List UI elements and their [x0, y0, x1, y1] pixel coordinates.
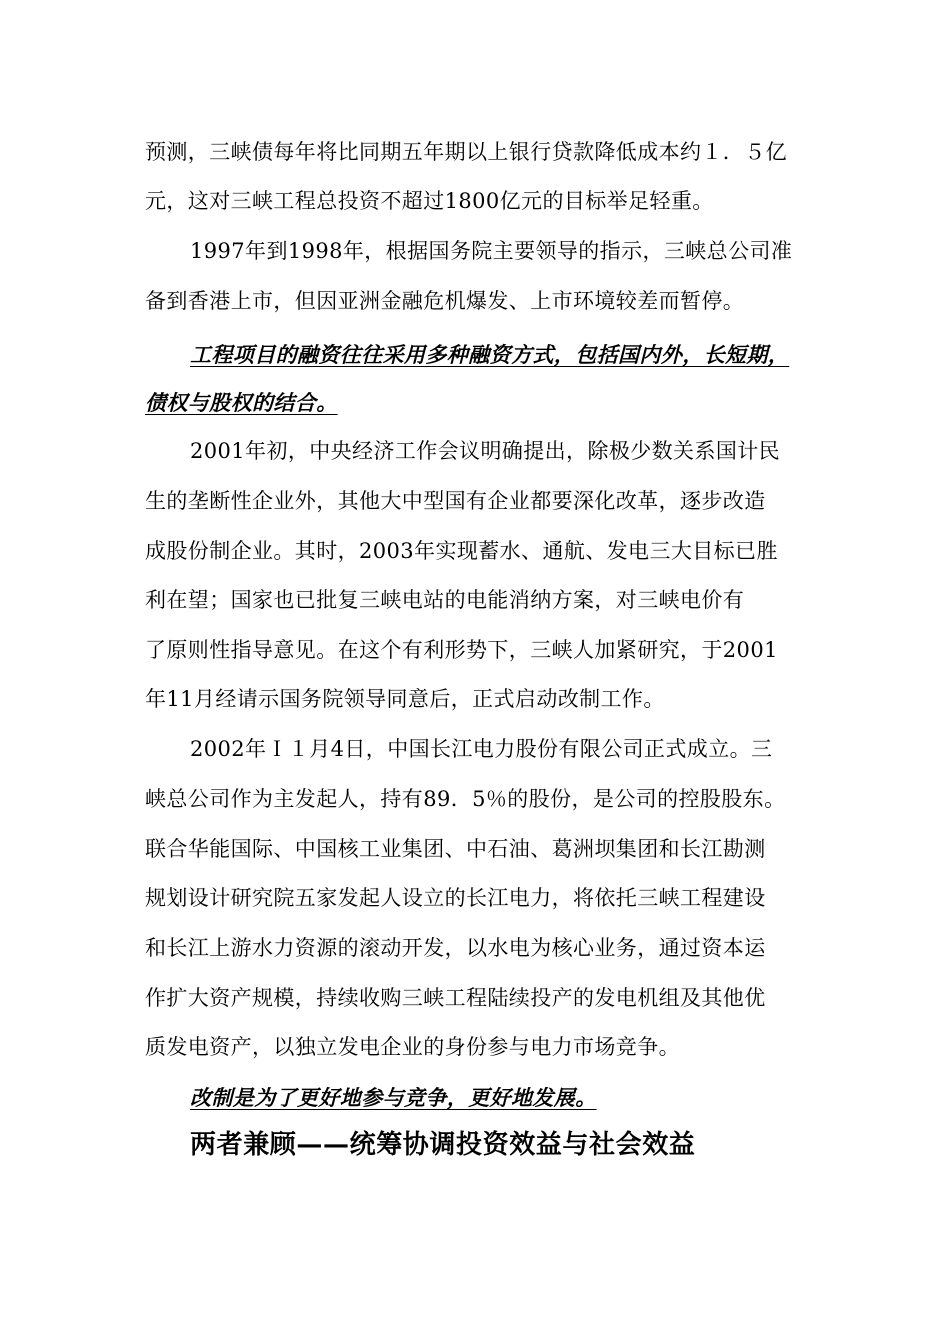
paragraph-3-line-3: 成股份制企业。其时，2003年实现蓄水、通航、发电三大目标已胜 [145, 539, 778, 563]
paragraph-3-line-4: 利在望；国家也已批复三峡电站的电能消纳方案，对三峡电价有 [145, 588, 745, 612]
paragraph-3-line-6: 年11月经请示国务院领导同意后，正式启动改制工作。 [145, 687, 665, 711]
emphasis-1-line-1: 工程项目的融资往往采用多种融资方式，包括国内外，长短期， [190, 342, 790, 367]
section-heading: 两者兼顾——统筹协调投资效益与社会效益 [190, 1130, 696, 1160]
paragraph-3-line-2: 生的垄断性企业外，其他大中型国有企业都要深化改革，逐步改造 [145, 489, 766, 513]
paragraph-1-line-2: 元，这对三峡工程总投资不超过1800亿元的目标举足轻重。 [145, 189, 714, 213]
paragraph-1-line-1: 预测，三峡债每年将比同期五年期以上银行贷款降低成本约１．５亿 [145, 140, 787, 164]
emphasis-2: 改制是为了更好地参与竞争，更好地发展。 [190, 1085, 597, 1110]
paragraph-4-line-3: 联合华能国际、中国核工业集团、中石油、葛洲坝集团和长江勘测 [145, 837, 766, 861]
paragraph-4-line-5: 和长江上游水力资源的滚动开发，以水电为核心业务，通过资本运 [145, 936, 766, 960]
paragraph-3-line-1: 2001年初，中央经济工作会议明确提出，除极少数关系国计民 [190, 439, 781, 463]
paragraph-2-line-1: 1997年到1998年，根据国务院主要领导的指示，三峡总公司准 [190, 239, 793, 263]
paragraph-4-line-4: 规划设计研究院五家发起人设立的长江电力，将依托三峡工程建设 [145, 886, 766, 910]
paragraph-2-line-2: 备到香港上市，但因亚洲金融危机爆发、上市环境较差而暂停。 [145, 289, 745, 313]
paragraph-4-line-2: 峡总公司作为主发起人，持有89．5％的股份，是公司的控股股东。 [145, 787, 786, 811]
paragraph-4-line-7: 质发电资产，以独立发电企业的身份参与电力市场竞争。 [145, 1035, 680, 1059]
emphasis-1-line-2: 债权与股权的结合。 [145, 390, 338, 415]
paragraph-4-line-1: 2002年Ｉ１月4日，中国长江电力股份有限公司正式成立。三 [190, 737, 773, 761]
paragraph-4-line-6: 作扩大资产规模，持续收购三峡工程陆续投产的发电机组及其他优 [145, 986, 766, 1010]
paragraph-3-line-5: 了原则性指导意见。在这个有利形势下，三峡人加紧研究，于2001 [145, 638, 778, 662]
